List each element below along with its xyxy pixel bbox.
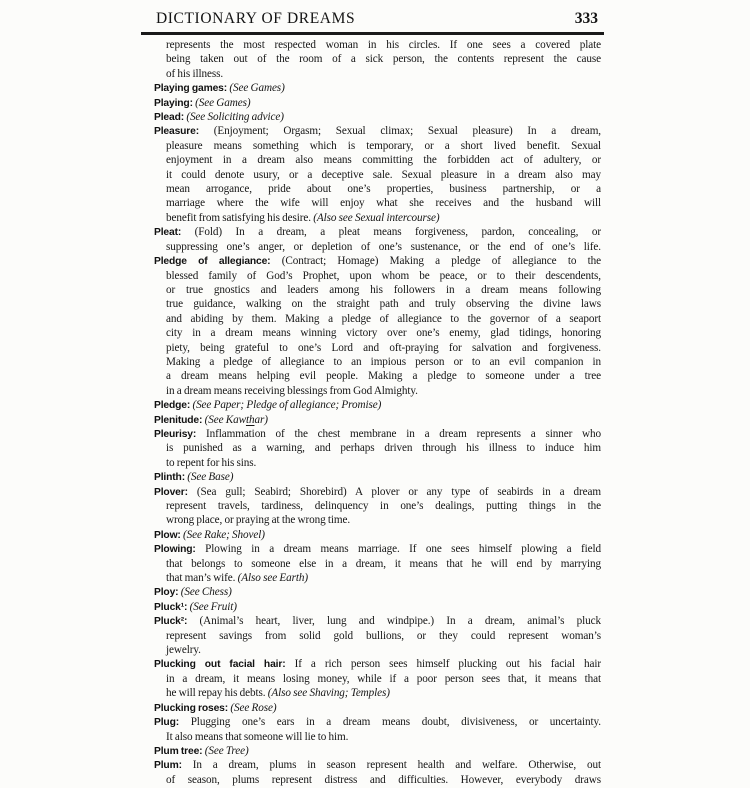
entry-text: blessed family of God’s Prophet, upon whom be peace, or to their descendents, — [166, 269, 601, 282]
text-line — [154, 326, 601, 340]
entry-text: th — [245, 413, 255, 426]
text-line — [154, 67, 601, 81]
text-line — [154, 499, 601, 513]
entry-text: (Also see Sexual intercourse) — [313, 211, 440, 224]
text-line — [154, 528, 601, 542]
text-line — [154, 341, 601, 355]
entry-text: ar) — [254, 413, 268, 426]
entry-text: represent travels, tardiness, delinquency in one’s dealings, putting things in the — [166, 500, 601, 512]
entry-term: Plug: — [154, 717, 179, 729]
entry-term: Playing: — [154, 97, 193, 109]
text-line — [154, 269, 601, 283]
entry-text: being taken out of the room of a sick person, the contents represent the cause — [166, 53, 601, 66]
text-line — [154, 600, 601, 614]
text-line — [154, 355, 601, 369]
entry-text: (See Fruit) — [187, 600, 237, 613]
entry-text: or true gnostics and leaders among his followers in a dream means following — [166, 283, 601, 296]
entry-text: (Fold) In a dream, a pleat means forgiveness, pardon, concealing, or — [181, 226, 601, 239]
entry-text: (Enjoyment; Orgasm; Sexual climax; Sexual pleasure) In a dream, — [199, 125, 601, 138]
text-line — [154, 110, 601, 124]
entry-term: Plinth: — [154, 472, 185, 484]
text-line — [154, 297, 601, 311]
entry-text: it could denote usury, or a deceptive sale. Sexual pleasure in a dream also may — [166, 168, 601, 181]
entry-term: Plowing: — [154, 544, 196, 556]
entry-playing-games — [154, 81, 601, 95]
page-header — [141, 10, 604, 35]
text-line — [154, 758, 601, 772]
text-line — [154, 715, 601, 729]
text-line — [154, 701, 601, 715]
text-line — [154, 96, 601, 110]
entry-term: Playing games: — [154, 83, 228, 95]
entry-plucking-roses — [154, 701, 601, 715]
entry-term: Plucking out facial hair: — [154, 659, 286, 671]
entry-text: represent savings from solid gold bullions, or they could represent woman’s — [166, 629, 601, 642]
entry-term: Pleasure: — [154, 126, 200, 138]
text-line — [154, 153, 601, 167]
entry-plowing — [154, 542, 601, 585]
text-line — [154, 81, 601, 95]
entry-plow — [154, 528, 601, 542]
entry-text: (See Games) — [192, 96, 251, 109]
text-line — [154, 139, 601, 153]
entry-pleasure — [154, 124, 601, 225]
text-line — [154, 773, 601, 787]
text-line — [154, 312, 601, 326]
entry-text: pleasure means something which is temporary, or a short lived benefit. Sexual — [166, 139, 601, 152]
text-line — [154, 254, 601, 268]
text-line — [154, 38, 601, 52]
text-line — [154, 585, 601, 599]
entry-plucking-out-facial-hair — [154, 657, 601, 700]
entry-term: Pledge of allegiance: — [154, 256, 271, 268]
text-line — [154, 196, 601, 210]
entry-text: in a dream, it means losing money, while if a poor person sees that, it means that — [166, 672, 601, 685]
text-line — [154, 168, 601, 182]
text-line — [154, 513, 601, 527]
entry-term: Plenitude: — [154, 414, 203, 426]
entry-text: benefit from satisfying his desire. — [166, 211, 314, 224]
entry-text: If a rich person sees himself plucking out his facial hair — [285, 658, 601, 671]
entry-text: Plugging one’s ears in a dream means doubt, divisiveness, or uncertainty. — [179, 716, 601, 729]
entry-text: Making a pledge of allegiance to an impious person or to an evil companion in — [166, 355, 601, 368]
entry-term: Plucking roses: — [154, 702, 229, 714]
entry-text: (Also see Earth) — [237, 572, 308, 585]
entry-text: Inflammation of the chest membrane in a dream represents a sinner who — [196, 427, 601, 440]
entry-pluck-1 — [154, 600, 601, 614]
entry-plinth — [154, 470, 601, 484]
entry-text: (See Games) — [227, 82, 285, 95]
entry-text: of season, plums represent distress and difficulties. However, everybody draws — [166, 773, 601, 786]
entry-playing — [154, 96, 601, 110]
entry-term: Pluck²: — [154, 616, 188, 628]
text-line — [154, 413, 601, 427]
entry-text: (Animal’s heart, liver, lung and windpipe.) In a dream, animal’s pluck — [187, 615, 601, 628]
entry-text: wrong place, or praying at the wrong time. — [166, 514, 351, 527]
entry-text: city in a dream means winning victory over one’s enemy, glad tidings, honoring — [166, 327, 601, 340]
entry-term: Plum: — [154, 760, 182, 772]
entry-plum-tree — [154, 744, 601, 758]
entry-text: (See Soliciting advice) — [184, 111, 284, 124]
page-number: 333 — [574, 10, 598, 27]
entry-pleat — [154, 225, 601, 254]
text-line — [154, 643, 601, 657]
entry-pluck-2 — [154, 614, 601, 657]
entry-text: (See Tree) — [202, 744, 249, 757]
entry-text: (See Paper; Pledge of allegiance; Promise) — [190, 399, 382, 412]
text-line — [154, 686, 601, 700]
text-line — [154, 730, 601, 744]
entry-text: (Sea gull; Seabird; Shorebird) A plover or any type of seabirds in a dream — [187, 485, 601, 498]
entry-text: (See Kaw — [202, 413, 246, 426]
text-line — [154, 52, 601, 66]
text-line — [154, 485, 601, 499]
text-line — [154, 384, 601, 398]
text-line — [154, 571, 601, 585]
text-line — [154, 283, 601, 297]
text-line — [154, 657, 601, 671]
entry-text: marriage where the wife will enjoy what she receives and the husband will — [166, 197, 601, 210]
entry-pledge-of-allegiance — [154, 254, 601, 398]
entry-text: that belongs to someone else in a dream, it means that he will end by marrying — [166, 557, 601, 570]
entry-ploy — [154, 585, 601, 599]
entry-term: Pledge: — [154, 400, 191, 412]
entry-text: (Also see Shaving; Temples) — [267, 687, 390, 700]
text-line — [154, 211, 601, 225]
entry-term: Plow: — [154, 529, 181, 541]
entry-term: Plover: — [154, 486, 188, 498]
entry-plug — [154, 715, 601, 744]
text-line — [154, 470, 601, 484]
text-line — [154, 629, 601, 643]
entry-text: jewelry. — [166, 644, 201, 657]
entry-text: of his illness. — [166, 67, 224, 80]
entry-term: Ploy: — [154, 587, 179, 599]
text-line — [154, 182, 601, 196]
entry-text: a dream means helping evil people. Making a pledge to someone under a tree — [166, 370, 601, 383]
entry-text: suppressing one’s anger, or depletion of one’s sustenance, or the end of one’s life. — [166, 240, 601, 253]
entry-text: is punished as a warning, and perhaps driven through his illness to induce him — [166, 442, 601, 455]
entry-text: In a dream, plums in season represent health and welfare. Otherwise, out — [181, 759, 601, 772]
entry-text: It also means that someone will lie to him. — [166, 730, 349, 743]
text-line — [154, 225, 601, 239]
text-line — [154, 124, 601, 138]
text-line — [154, 427, 601, 441]
entry-term: Plead: — [154, 112, 185, 124]
entry-plover — [154, 485, 601, 528]
entry-text: piety, being grateful to one’s Lord and oft-praying for salvation and forgiveness. — [166, 341, 601, 354]
entry-text: true guidance, walking on the straight path and truly observing the divine laws — [166, 298, 601, 311]
entry-text: (See Rake; Shovel) — [180, 528, 265, 541]
entry-term: Plum tree: — [154, 745, 203, 757]
entry-text: (See Chess) — [178, 586, 232, 599]
text-line — [154, 542, 601, 556]
text-line — [154, 456, 601, 470]
text-line — [154, 240, 601, 254]
entry-plenitude — [154, 413, 601, 427]
text-line — [154, 398, 601, 412]
entry-text: in a dream means receiving blessings from God Almighty. — [166, 384, 418, 397]
entry-text: Plowing in a dream means marriage. If one sees himself plowing a field — [195, 543, 601, 556]
entry-text: (See Base) — [184, 471, 234, 484]
entry-plum — [154, 758, 601, 787]
entry-text: and abiding by them. Making a pledge of allegiance to the governor of a seaport — [166, 312, 601, 325]
text-line — [154, 614, 601, 628]
entry-pleurisy — [154, 427, 601, 470]
entry-text: he will repay his debts. — [166, 687, 268, 700]
page-title: DICTIONARY OF DREAMS — [156, 10, 356, 27]
entry-term: Pleat: — [154, 227, 182, 239]
page-content — [154, 38, 601, 787]
text-line — [154, 369, 601, 383]
entry-text: that man’s wife. — [166, 572, 238, 585]
entry-plead — [154, 110, 601, 124]
entry-text: enjoyment in a dream also means committing the forbidden act of adultery, or — [166, 154, 601, 167]
entry-text: (Contract; Homage) Making a pledge of allegiance to the — [270, 255, 601, 268]
entry-term: Pluck¹: — [154, 601, 188, 613]
text-line — [154, 672, 601, 686]
entry-text: to repent for his sins. — [166, 456, 257, 469]
entry-text: represents the most respected woman in his circles. If one sees a covered plate — [166, 39, 601, 51]
text-line — [154, 441, 601, 455]
entry-continued-paragraph — [154, 38, 601, 81]
text-line — [154, 744, 601, 758]
entry-text: mean arrogance, pride about one’s properties, business partnership, or a — [166, 183, 601, 196]
entry-term: Pleurisy: — [154, 428, 197, 440]
entry-text: (See Rose) — [228, 701, 277, 714]
text-line — [154, 557, 601, 571]
entry-pledge — [154, 398, 601, 412]
